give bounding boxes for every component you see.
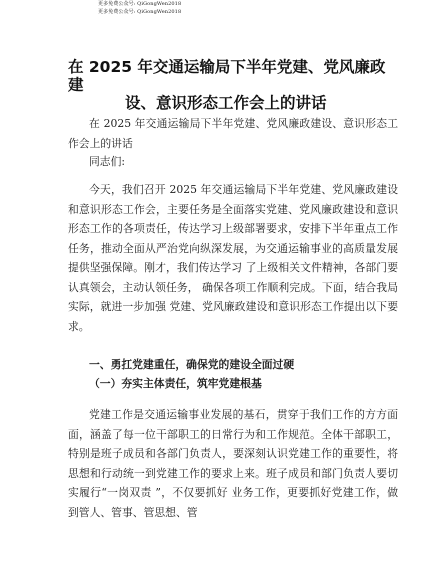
title-line: 设、意识形态工作会上的讲话 <box>125 94 327 112</box>
subtitle-paragraph: 在 2025 年交通运输局下半年党建、党风廉政建设、意识形态工作会上的讲话 <box>68 117 398 150</box>
header-note: 更多免费公众号: QiGongWen2018 <box>98 1 182 7</box>
header-note: 更多免费公众号: QiGongWen2018 <box>98 9 182 15</box>
intro-paragraph: 今天，我们召开 2025 年交通运输局下半年党建、党风廉政建设和意识形态工作会，主要任务是全面落实党建、党风廉政建设和意识形态工作的各项责任，传达学习上级部署要求，安排下半年重点工作任务，推动全面从严治党向纵深发展，为交通运输事业的高质量发展提供坚强保障。刚才，我们传达学习 了上级相关文件精神，各部门要认真领会，主动认领任务， 确保各项工作顺利完成。下面，结合我局实际，就进一步加强 党建、党风廉政建设和意识形态工作提出以下要求。 <box>68 183 398 333</box>
body-paragraph: 党建工作是交通运输事业发展的基石，贯穿于我们工作的方方面面，涵盖了每一位干部职工的日常行为和工作规范。全体干部职工，特别是班子成员和各部门负责人，要深刻认识党建工作的重要性，将思想和行动统一到党建工作的要求上来。班子成员和部门负责人要切实履行“一岗双责 ”，不仅要抓好 业务工作，更要抓好党建工作，做到管人、管事、管思想、管 <box>68 408 398 519</box>
title-line: 建 <box>68 76 84 94</box>
greeting: 同志们: <box>89 155 126 168</box>
title-line: 在 2025 年交通运输局下半年党建、党风廉政 <box>68 58 386 76</box>
section-heading: 一、勇扛党建重任，确保党的建设全面过硬 <box>89 358 295 371</box>
subsection-heading: （一）夯实主体责任，筑牢党建根基 <box>89 377 262 390</box>
